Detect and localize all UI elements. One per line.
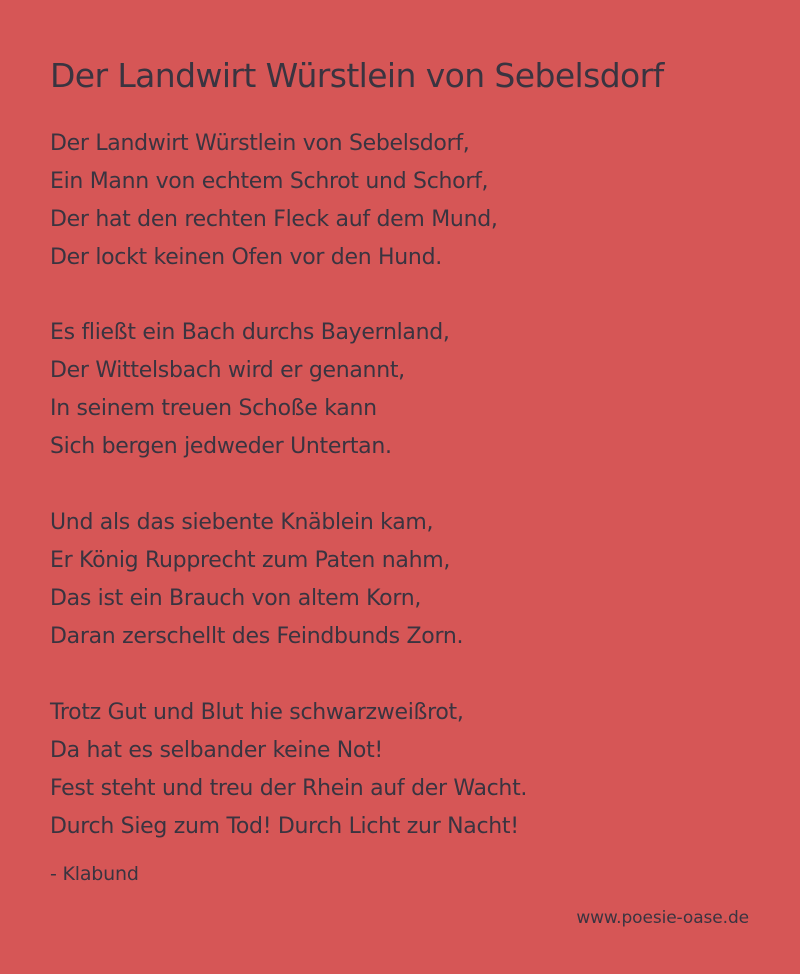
poem-author: - Klabund (50, 863, 139, 885)
poem-line: Es fließt ein Bach durchs Bayernland, (50, 320, 450, 345)
poem-line: Der lockt keinen Ofen vor den Hund. (50, 245, 442, 270)
poem-line: Trotz Gut und Blut hie schwarzweißrot, (50, 700, 464, 725)
website-url: www.poesie-oase.de (576, 908, 749, 928)
poem-line: Der Landwirt Würstlein von Sebelsdorf, (50, 131, 470, 156)
poem-line: Sich bergen jedweder Untertan. (50, 434, 392, 459)
poem-line: Der hat den rechten Fleck auf dem Mund, (50, 207, 498, 232)
poem-title: Der Landwirt Würstlein von Sebelsdorf (50, 56, 664, 95)
stanza-4 (50, 694, 527, 846)
stanza-1 (50, 125, 498, 277)
poem-line: Durch Sieg zum Tod! Durch Licht zur Nacht! (50, 814, 519, 839)
poem-line: Der Wittelsbach wird er genannt, (50, 358, 405, 383)
poem-line: Da hat es selbander keine Not! (50, 738, 383, 763)
stanza-2 (50, 314, 450, 466)
poem-line: Und als das siebente Knäblein kam, (50, 510, 434, 535)
poem-line: Daran zerschellt des Feindbunds Zorn. (50, 624, 464, 649)
poem-line: Er König Rupprecht zum Paten nahm, (50, 548, 451, 573)
poem-line: In seinem treuen Schoße kann (50, 396, 377, 421)
stanza-3 (50, 504, 463, 656)
poem-line: Das ist ein Brauch von altem Korn, (50, 586, 422, 611)
poem-line: Ein Mann von echtem Schrot und Schorf, (50, 169, 489, 194)
poem-line: Fest steht und treu der Rhein auf der Wacht. (50, 776, 528, 801)
